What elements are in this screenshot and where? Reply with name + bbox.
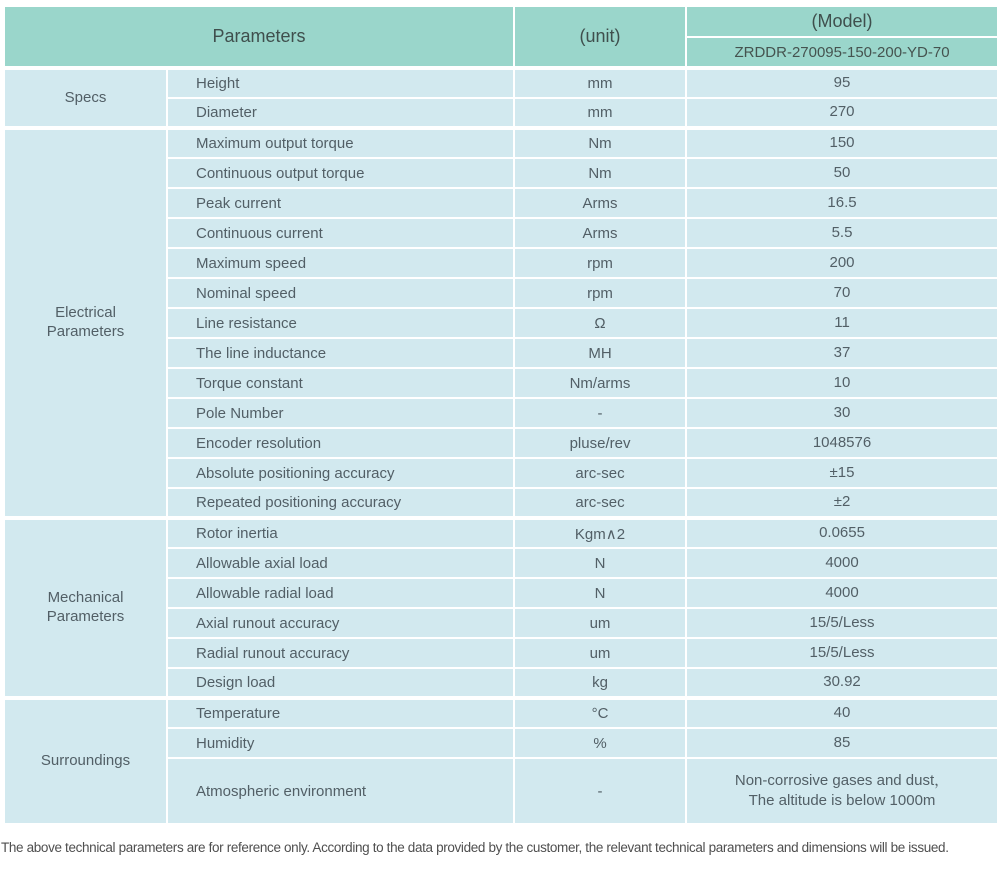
value-cell: 5.5 — [686, 218, 998, 248]
unit-cell: arc-sec — [514, 458, 686, 488]
parameter-name-cell: Maximum output torque — [167, 128, 514, 158]
unit-cell: Nm — [514, 128, 686, 158]
parameter-name-cell: Diameter — [167, 98, 514, 128]
parameter-name-cell: Design load — [167, 668, 514, 698]
value-cell: 15/5/Less — [686, 638, 998, 668]
value-cell: 70 — [686, 278, 998, 308]
parameters-table — [3, 5, 999, 825]
value-cell: ±15 — [686, 458, 998, 488]
value-line: Non-corrosive gases and dust， — [734, 771, 950, 789]
group-label-cell — [4, 128, 167, 518]
table-row — [4, 698, 998, 728]
unit-cell: N — [514, 548, 686, 578]
parameter-name-cell: Continuous current — [167, 218, 514, 248]
unit-cell: pluse/rev — [514, 428, 686, 458]
parameter-name-cell: Allowable axial load — [167, 548, 514, 578]
unit-cell: °C — [514, 698, 686, 728]
parameter-name-cell: Line resistance — [167, 308, 514, 338]
value-cell: 37 — [686, 338, 998, 368]
table-body — [4, 68, 998, 824]
unit-cell: % — [514, 728, 686, 758]
unit-cell: - — [514, 758, 686, 824]
parameters-header: Parameters — [4, 6, 514, 68]
parameter-name-cell: Nominal speed — [167, 278, 514, 308]
value-cell: ±2 — [686, 488, 998, 518]
unit-cell: N — [514, 578, 686, 608]
unit-cell: um — [514, 608, 686, 638]
unit-cell: mm — [514, 68, 686, 98]
parameter-name-cell: Torque constant — [167, 368, 514, 398]
value-cell: 270 — [686, 98, 998, 128]
unit-cell: - — [514, 398, 686, 428]
parameter-name-cell: Maximum speed — [167, 248, 514, 278]
parameter-name-cell: Rotor inertia — [167, 518, 514, 548]
group-label: Specs — [64, 88, 107, 106]
parameter-name-cell: Humidity — [167, 728, 514, 758]
parameter-name-cell: Temperature — [167, 698, 514, 728]
footnote: The above technical parameters are for reference only. According to the data provided by the customer, the relevant technical parameters and dimensions will be issued. — [1, 840, 949, 855]
parameter-name-cell: Height — [167, 68, 514, 98]
value-cell: 30 — [686, 398, 998, 428]
unit-cell: Arms — [514, 218, 686, 248]
value-cell: 4000 — [686, 578, 998, 608]
group-label-cell — [4, 698, 167, 824]
value-cell: 150 — [686, 128, 998, 158]
unit-cell: MH — [514, 338, 686, 368]
table-row — [4, 518, 998, 548]
unit-cell: kg — [514, 668, 686, 698]
parameter-name-cell: Continuous output torque — [167, 158, 514, 188]
model-header: (Model) — [686, 6, 998, 37]
table-header — [4, 6, 998, 68]
model-number: ZRDDR-270095-150-200-YD-70 — [686, 37, 998, 68]
group-label-cell — [4, 518, 167, 698]
parameter-name-cell: Axial runout accuracy — [167, 608, 514, 638]
value-cell: 85 — [686, 728, 998, 758]
parameter-name-cell: Radial runout accuracy — [167, 638, 514, 668]
unit-cell: rpm — [514, 278, 686, 308]
parameter-name-cell: Encoder resolution — [167, 428, 514, 458]
parameter-name-cell: Pole Number — [167, 398, 514, 428]
unit-cell: um — [514, 638, 686, 668]
unit-cell: Nm — [514, 158, 686, 188]
parameter-name-cell: Atmospheric environment — [167, 758, 514, 824]
value-cell: 16.5 — [686, 188, 998, 218]
value-cell: 95 — [686, 68, 998, 98]
value-cell — [686, 758, 998, 824]
value-cell: 200 — [686, 248, 998, 278]
group-label-cell — [4, 68, 167, 128]
unit-cell: arc-sec — [514, 488, 686, 518]
value-cell: 50 — [686, 158, 998, 188]
value-line: The altitude is below 1000m — [748, 792, 936, 809]
value-cell: 4000 — [686, 548, 998, 578]
value-cell: 30.92 — [686, 668, 998, 698]
parameter-name-cell: Absolute positioning accuracy — [167, 458, 514, 488]
value-cell: 11 — [686, 308, 998, 338]
unit-cell: rpm — [514, 248, 686, 278]
group-label: Electrical Parameters — [46, 304, 125, 340]
table-row — [4, 128, 998, 158]
value-cell: 1048576 — [686, 428, 998, 458]
unit-cell: Nm/arms — [514, 368, 686, 398]
parameter-name-cell: Allowable radial load — [167, 578, 514, 608]
unit-cell: mm — [514, 98, 686, 128]
group-label: Mechanical Parameters — [46, 589, 125, 625]
parameter-name-cell: The line inductance — [167, 338, 514, 368]
parameter-name-cell: Repeated positioning accuracy — [167, 488, 514, 518]
unit-cell: Arms — [514, 188, 686, 218]
value-cell: 10 — [686, 368, 998, 398]
value-cell: 40 — [686, 698, 998, 728]
value-cell: 0.0655 — [686, 518, 998, 548]
parameter-name-cell: Peak current — [167, 188, 514, 218]
unit-cell: Kgm∧2 — [514, 518, 686, 548]
unit-cell: Ω — [514, 308, 686, 338]
group-label: Surroundings — [40, 752, 131, 770]
value-cell: 15/5/Less — [686, 608, 998, 638]
unit-header: (unit) — [514, 6, 686, 68]
table-row — [4, 68, 998, 98]
